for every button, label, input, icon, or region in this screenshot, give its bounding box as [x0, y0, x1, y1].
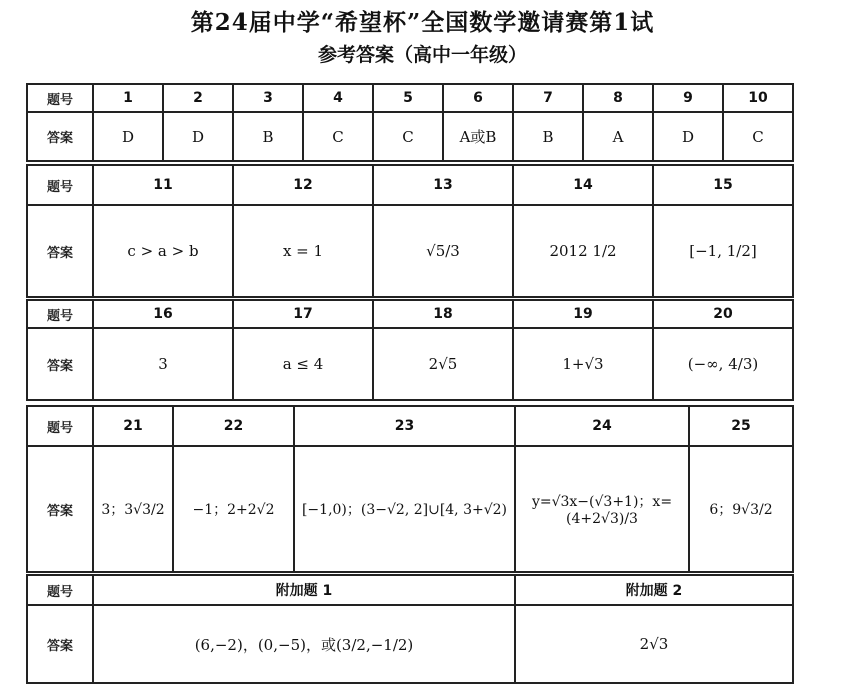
answer-cell: A	[583, 112, 653, 161]
answer-table-16-20	[26, 299, 794, 401]
question-number: 10	[723, 84, 793, 112]
question-number: 3	[233, 84, 303, 112]
answer-cell: C	[303, 112, 373, 161]
question-number: 8	[583, 84, 653, 112]
answer-table-1-10	[26, 83, 794, 162]
answer-cell: x = 1	[233, 205, 373, 297]
answer-cell: A或B	[443, 112, 513, 161]
answer-table-21-25	[26, 405, 794, 573]
answer-label: 答案	[27, 605, 93, 683]
answer-cell: (−∞, 4/3)	[653, 328, 793, 400]
answer-cell: 3；3√3/2	[93, 446, 173, 572]
question-number: 6	[443, 84, 513, 112]
answer-label: 答案	[27, 446, 93, 572]
answer-row	[27, 328, 793, 400]
question-number: 2	[163, 84, 233, 112]
answer-cell: y=√3x−(√3+1)；x=(4+2√3)/3	[515, 446, 689, 572]
answer-cell: C	[723, 112, 793, 161]
answer-row	[27, 112, 793, 161]
question-number: 17	[233, 300, 373, 328]
question-number: 7	[513, 84, 583, 112]
answer-cell: a ≤ 4	[233, 328, 373, 400]
page-subtitle: 参考答案（高中一年级）	[317, 44, 527, 66]
question-label: 题号	[27, 165, 93, 205]
answer-cell: D	[163, 112, 233, 161]
answer-cell: 2012 1/2	[513, 205, 653, 297]
answer-table-11-15	[26, 164, 794, 298]
bonus-question-number: 附加题 1	[93, 575, 515, 605]
question-number: 19	[513, 300, 653, 328]
question-number: 16	[93, 300, 233, 328]
answer-cell: √5/3	[373, 205, 513, 297]
question-row	[27, 575, 793, 605]
answer-cell: (6,−2)，(0,−5)，或(3/2,−1/2)	[93, 605, 515, 683]
question-number: 20	[653, 300, 793, 328]
question-number: 14	[513, 165, 653, 205]
answer-cell: D	[653, 112, 723, 161]
question-number: 23	[294, 406, 515, 446]
question-number: 15	[653, 165, 793, 205]
question-number: 18	[373, 300, 513, 328]
question-number: 21	[93, 406, 173, 446]
answer-row	[27, 446, 793, 572]
answer-cell: c > a > b	[93, 205, 233, 297]
answer-cell: B	[233, 112, 303, 161]
answer-cell: [−1,0)；(3−√2, 2]∪[4, 3+√2)	[294, 446, 515, 572]
question-row	[27, 165, 793, 205]
question-number: 22	[173, 406, 294, 446]
question-row	[27, 300, 793, 328]
question-number: 4	[303, 84, 373, 112]
answer-row	[27, 205, 793, 297]
question-label: 题号	[27, 575, 93, 605]
question-number: 11	[93, 165, 233, 205]
answer-label: 答案	[27, 112, 93, 161]
answer-label: 答案	[27, 328, 93, 400]
answer-cell: [−1, 1/2]	[653, 205, 793, 297]
question-label: 题号	[27, 84, 93, 112]
question-number: 24	[515, 406, 689, 446]
question-number: 13	[373, 165, 513, 205]
answer-cell: B	[513, 112, 583, 161]
answer-cell: 2√3	[515, 605, 793, 683]
answer-cell: 3	[93, 328, 233, 400]
page-title: 第24届中学“希望杯”全国数学邀请赛第1试	[190, 9, 655, 36]
answer-table-bonus	[26, 574, 794, 684]
answer-label: 答案	[27, 205, 93, 297]
answer-cell: 6；9√3/2	[689, 446, 793, 572]
answer-cell: D	[93, 112, 163, 161]
question-row	[27, 406, 793, 446]
answer-cell: C	[373, 112, 443, 161]
question-number: 25	[689, 406, 793, 446]
answer-cell: −1；2+2√2	[173, 446, 294, 572]
answer-row	[27, 605, 793, 683]
question-number: 5	[373, 84, 443, 112]
question-number: 1	[93, 84, 163, 112]
question-label: 题号	[27, 406, 93, 446]
question-number: 9	[653, 84, 723, 112]
question-row	[27, 84, 793, 112]
answer-cell: 2√5	[373, 328, 513, 400]
bonus-question-number: 附加题 2	[515, 575, 793, 605]
question-number: 12	[233, 165, 373, 205]
answer-cell: 1+√3	[513, 328, 653, 400]
question-label: 题号	[27, 300, 93, 328]
